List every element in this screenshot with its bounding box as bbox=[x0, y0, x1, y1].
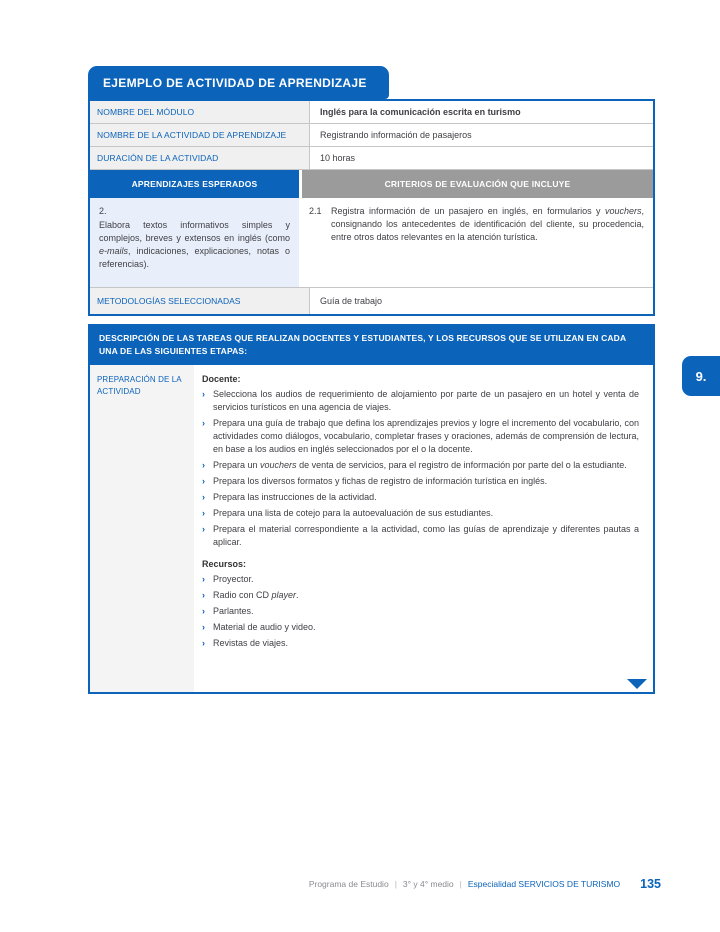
bullet-icon: › bbox=[202, 418, 205, 428]
page-footer bbox=[0, 877, 661, 891]
evaluation-criteria-cell bbox=[302, 198, 653, 287]
list-item bbox=[202, 417, 639, 456]
expected-learning-header: APRENDIZAJES ESPERADOS bbox=[90, 170, 299, 198]
bullet-icon: › bbox=[202, 508, 205, 518]
list-item-text: Prepara una lista de cotejo para la autoevaluación de sus estudiantes. bbox=[213, 508, 494, 518]
learning-table-content-row bbox=[90, 198, 653, 288]
criteria-text: Registra información de un pasajero en inglés, en formularios y vouchers, consignando los antecedentes de identificación del cliente, su procedencia, entre otros datos relevantes en la atención turística. bbox=[331, 206, 644, 242]
list-item bbox=[202, 388, 639, 414]
list-item bbox=[202, 475, 639, 488]
list-item-text: Prepara los diversos formatos y fichas de registro de información turística en inglés. bbox=[213, 476, 548, 486]
activity-name-label: NOMBRE DE LA ACTIVIDAD DE APRENDIZAJE bbox=[90, 124, 310, 146]
bullet-icon: › bbox=[202, 389, 205, 399]
continuation-arrow-icon bbox=[627, 679, 647, 689]
teacher-heading: Docente: bbox=[202, 374, 241, 384]
footer-program-text: Programa de Estudio bbox=[308, 879, 389, 889]
learning-table-header-row bbox=[90, 170, 653, 198]
list-item bbox=[202, 523, 639, 549]
list-item bbox=[202, 621, 639, 634]
bullet-icon: › bbox=[202, 574, 205, 584]
bullet-icon: › bbox=[202, 476, 205, 486]
methodology-label: METODOLOGÍAS SELECCIONADAS bbox=[90, 288, 310, 314]
evaluation-criteria-header: CRITERIOS DE EVALUACIÓN QUE INCLUYE bbox=[302, 170, 653, 198]
activity-name-value: Registrando información de pasajeros bbox=[310, 124, 653, 146]
list-item-text: Revistas de viajes. bbox=[213, 638, 289, 648]
preparation-section bbox=[90, 365, 653, 692]
duration-value: 10 horas bbox=[310, 147, 653, 169]
bullet-icon: › bbox=[202, 606, 205, 616]
task-description-table bbox=[88, 324, 655, 694]
bullet-icon: › bbox=[202, 460, 205, 470]
list-item bbox=[202, 459, 639, 472]
footer-grade-text: 3° y 4° medio bbox=[402, 879, 454, 889]
footer-separator: | bbox=[459, 879, 462, 889]
teacher-task-list bbox=[202, 388, 639, 549]
module-name-label: NOMBRE DEL MÓDULO bbox=[90, 101, 310, 123]
list-item-text: Prepara el material correspondiente a la actividad, como las guías de aprendizaje y diferentes pautas a aplicar. bbox=[213, 524, 639, 547]
bullet-icon: › bbox=[202, 492, 205, 502]
activity-info-table bbox=[88, 99, 655, 316]
list-item bbox=[202, 637, 639, 650]
chapter-number: 9. bbox=[695, 368, 707, 384]
list-item-text: Prepara las instrucciones de la actividad. bbox=[213, 492, 377, 502]
bullet-icon: › bbox=[202, 590, 205, 600]
task-description-banner: DESCRIPCIÓN DE LAS TAREAS QUE REALIZAN DOCENTES Y ESTUDIANTES, Y LOS RECURSOS QUE SE UTILIZAN EN CADA UNA DE LAS SIGUIENTES ETAPAS: bbox=[90, 326, 653, 365]
chapter-side-tab bbox=[682, 356, 720, 396]
list-item-text: Parlantes. bbox=[213, 606, 254, 616]
footer-specialty-text: Especialidad SERVICIOS DE TURISMO bbox=[467, 879, 621, 889]
list-item-text: Selecciona los audios de requerimiento de alojamiento por parte de un pasajero en un hotel y venta de servicios turísticos en una agencia de viajes. bbox=[213, 389, 639, 412]
activity-example-title: EJEMPLO DE ACTIVIDAD DE APRENDIZAJE bbox=[103, 75, 367, 90]
table-row bbox=[90, 124, 653, 147]
duration-label: DURACIÓN DE LA ACTIVIDAD bbox=[90, 147, 310, 169]
resources-list bbox=[202, 573, 639, 650]
expected-learning-number: 2. bbox=[99, 206, 107, 216]
list-item bbox=[202, 589, 639, 602]
list-item-text: Material de audio y video. bbox=[213, 622, 316, 632]
list-item-text: Proyector. bbox=[213, 574, 254, 584]
list-item bbox=[202, 573, 639, 586]
page-number: 135 bbox=[640, 877, 661, 891]
footer-separator: | bbox=[394, 879, 397, 889]
list-item-text: Radio con CD player. bbox=[213, 590, 299, 600]
list-item bbox=[202, 507, 639, 520]
bullet-icon: › bbox=[202, 638, 205, 648]
expected-learning-cell bbox=[90, 198, 299, 287]
list-item-text: Prepara una guía de trabajo que defina los aprendizajes previos y logre el incremento del vocabulario, con actividades como diálogos, vocabulario, completar frases y oraciones, además de comprensión de lectura, en base a los audios en inglés seleccionados por el o la docente. bbox=[213, 418, 639, 454]
table-row bbox=[90, 101, 653, 124]
list-item bbox=[202, 491, 639, 504]
table-row bbox=[90, 147, 653, 170]
preparation-content bbox=[194, 365, 653, 692]
bullet-icon: › bbox=[202, 622, 205, 632]
table-row bbox=[90, 288, 653, 314]
module-name-value: Inglés para la comunicación escrita en turismo bbox=[310, 101, 653, 123]
expected-learning-text: Elabora textos informativos simples y complejos, breves y extensos en inglés (como e-mails, indicaciones, explicaciones, notas o referencias). bbox=[99, 220, 290, 269]
bullet-icon: › bbox=[202, 524, 205, 534]
preparation-stage-label: PREPARACIÓN DE LA ACTIVIDAD bbox=[90, 365, 194, 692]
list-item-text: Prepara un vouchers de venta de servicios, para el registro de información por parte del o la estudiante. bbox=[213, 460, 627, 470]
resources-heading: Recursos: bbox=[202, 559, 247, 569]
list-item bbox=[202, 605, 639, 618]
activity-example-title-tab bbox=[88, 66, 389, 99]
criteria-number: 2.1 bbox=[309, 206, 322, 216]
methodology-value: Guía de trabajo bbox=[320, 296, 383, 306]
